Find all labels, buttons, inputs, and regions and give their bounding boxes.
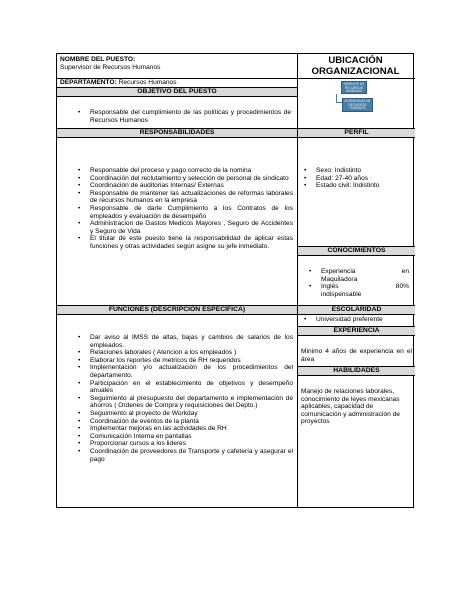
list-item: • Relaciones laborales ( Atencion a los empleados ) — [90, 349, 293, 357]
conocimiento-label: • Experiencia — [321, 268, 356, 275]
column-divider — [297, 54, 298, 507]
puesto-value: Supervisor de Recursos Humanos — [60, 63, 161, 71]
funciones-title: FUNCIONES (DESCRIPCIÓN ESPECÍFICA) — [57, 305, 297, 315]
escolaridad-title: ESCOLARIDAD — [297, 305, 415, 315]
list-item: • Responsable de darle Cumplimiento a los Contratos de los empleados y evaluación de desempeño — [90, 205, 293, 220]
list-item: • Implementar mejoras en las actividades de RH — [90, 425, 293, 433]
list-item: • Coordinación de eventos de la planta — [90, 418, 293, 426]
list-item: • Proporcionar cursos a los lideres — [90, 440, 293, 448]
departamento-block — [60, 79, 295, 87]
list-item: • Coordinación de auditorias Internas/ Externas — [90, 182, 293, 190]
responsabilidades-title: RESPONSABILIDADES — [57, 128, 297, 138]
puesto-label: NOMBRE DEL PUESTO: — [60, 56, 136, 63]
org-box-manager: GERENTE DE RECURSOS HUMANOS — [341, 81, 367, 94]
divider — [297, 78, 415, 79]
list-item: • Estado civil: Indistinto — [316, 182, 412, 190]
escolaridad-list — [300, 316, 412, 324]
list-item — [321, 268, 409, 283]
perfil-list — [300, 167, 412, 190]
org-box-supervisor: SUPERVISOR DE RECURSOS HUMANOS — [342, 98, 373, 112]
list-item: • Seguimiento al proyecto de Workday — [90, 410, 293, 418]
departamento-value: Recursos Humanos — [118, 79, 177, 86]
conocimiento-value: en — [401, 268, 409, 275]
responsabilidades-list — [69, 167, 293, 251]
experiencia-text: Minimo 4 años de experiencia en el área — [301, 348, 412, 363]
conocimiento-value: 80% — [395, 283, 409, 291]
conocimiento-detail: Maquiladora — [321, 275, 358, 283]
perfil-title: PERFIL — [297, 128, 415, 138]
list-item: • Seguimiento al presupuesto del departamento e implementación de ahorros ( Ordenes de Compra y requisiciones del Depto.) — [90, 395, 293, 410]
list-item: • Administracion de Gastos Medicos Mayores , Seguro de Accidentes y Seguro de Vida — [90, 220, 293, 235]
list-item: • El titular de este puesto tiene la responsabilidad de aplicar estas funciones y otras actividades según asigne su jefe inmediato. — [90, 235, 293, 250]
list-item — [321, 283, 409, 298]
objetivo-list — [69, 109, 291, 124]
list-item: • Responsable de mantener las actualizaciones de reformas laborales de recursos humanos en la empresa — [90, 190, 293, 205]
conocimientos-list — [305, 268, 409, 298]
ubicacion-title-line2: ORGANIZACIONAL — [311, 65, 400, 77]
departamento-label: DEPARTAMENTO: — [60, 79, 117, 86]
list-item: • Responsable del cumplimiento de las políticas y procedimientos de Recursos Humanos — [90, 109, 291, 124]
ubicacion-title — [298, 56, 413, 77]
list-item: • Coordinación de proveedores de Transporte y cafetería y asegurar el pago — [90, 448, 293, 463]
ubicacion-title-line1: UBICACIÓN — [328, 55, 383, 66]
conocimiento-label: • Inglés — [321, 283, 339, 291]
list-item: • Participación en el establecimiento de objetivos y desempeño anuales — [90, 380, 293, 395]
conocimiento-detail: indispensable — [321, 290, 362, 298]
puesto-block — [60, 56, 295, 71]
list-item: • Elaborar los reportes de metricos de RH requeridos — [90, 357, 293, 365]
list-item: • Edad: 27-40 años — [316, 175, 412, 183]
experiencia-title: EXPERIENCIA — [297, 326, 415, 336]
list-item: • Responsable del proceso y pago correcto de la nomina — [90, 167, 293, 175]
list-item: • Coordinación del reclutamiento y selección de personal de sindicato — [90, 175, 293, 183]
list-item: • Comunicación Interna en pantallas — [90, 433, 293, 441]
list-item: • Universidad preferente — [316, 316, 412, 324]
list-item: • Implementación y/o actualización de los procedimientos del departamento. — [90, 364, 293, 379]
conocimientos-title: CONOCIMIENTOS — [297, 246, 415, 256]
objetivo-title: OBJETIVO DEL PUESTO — [57, 87, 297, 97]
habilidades-text: Manejo de relaciones laborales, conocimiento de leyes mexicanas aplicables, capacidad de comunicación y administración de proyectos — [301, 388, 400, 426]
org-connector — [336, 94, 337, 102]
habilidades-title: HABILIDADES — [297, 366, 415, 376]
job-description-table — [56, 53, 414, 508]
funciones-list — [69, 334, 293, 463]
list-item: • Dar aviso al IMSS de altas, bajas y cambios de salarios de los empleados. — [90, 334, 293, 349]
list-item: • Sexo: Indistinto — [316, 167, 412, 175]
